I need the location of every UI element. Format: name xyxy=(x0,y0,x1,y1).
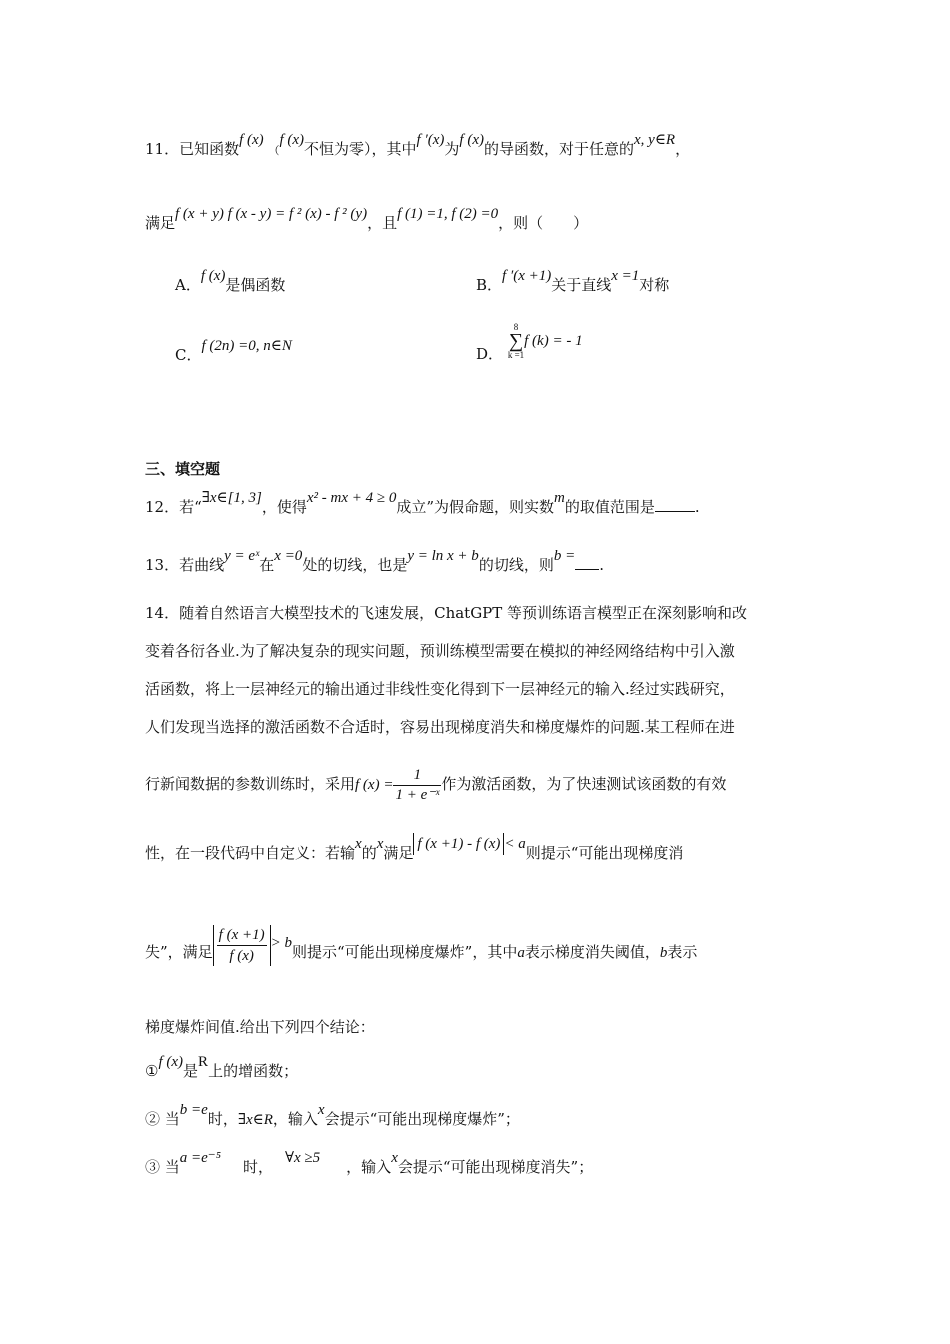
q12-text: . xyxy=(694,498,700,516)
q11-line-1 xyxy=(145,132,825,162)
math-x-eq-0: x =0 xyxy=(274,548,303,564)
math-m: m xyxy=(554,490,565,506)
math-sum-value: f (k) = - 1 xyxy=(524,333,583,349)
q14-text: 表示 xyxy=(667,943,698,961)
math-x: x xyxy=(355,836,362,852)
q13-text: 处的切线，也是 xyxy=(302,556,408,574)
math-greater-b: > b xyxy=(270,935,292,951)
math-R: R xyxy=(198,1054,209,1070)
q11-text: 满足 xyxy=(145,214,176,232)
math-a-eq: a =e⁻⁵ xyxy=(179,1150,221,1166)
q11-text: ， xyxy=(675,140,691,158)
q14-text: 性，在一段代码中自定义：若输 xyxy=(145,844,356,862)
q13-text: 的切线，则 xyxy=(478,556,554,574)
fraction-denominator: 1 + e⁻ˣ xyxy=(395,786,440,803)
q11-text: 不恒为零），其中 xyxy=(304,140,417,158)
q11-option-d xyxy=(476,322,583,363)
option-text: 是偶函数 xyxy=(225,276,286,294)
q14-conclusion-1 xyxy=(145,1054,825,1083)
q13-line xyxy=(145,548,825,577)
q14-para-3 xyxy=(145,678,825,700)
math-forall-x: ∀x ≥5 xyxy=(284,1150,321,1166)
q14-text: 会提示“可能出现梯度消失”； xyxy=(397,1158,594,1176)
q14-text: 的 xyxy=(361,844,377,862)
q12-line xyxy=(145,490,825,519)
circled-number: ② 当 xyxy=(145,1110,180,1128)
answer-blank xyxy=(575,555,599,570)
abs-ratio xyxy=(213,925,271,966)
q11-text: 为 xyxy=(444,140,460,158)
q14-text: 人们发现当选择的激活函数不合适时，容易出现梯度消失和梯度爆炸的问题.某工程师在进 xyxy=(145,718,735,736)
q11-option-a xyxy=(175,268,286,297)
q13-text: . xyxy=(599,556,604,574)
math-f-prime-shift: f ′(x +1) xyxy=(502,268,552,284)
math-b: b xyxy=(659,945,668,961)
q14-text: 表示梯度消失阈值， xyxy=(524,943,660,961)
math-xy-in-R: x, y∈R xyxy=(634,132,676,148)
section-heading xyxy=(145,458,825,480)
option-text: 对称 xyxy=(639,276,670,294)
q14-text: ，输入 xyxy=(346,1158,392,1176)
q13-text: 13．若曲线 xyxy=(145,556,225,574)
math-f-x: f (x) xyxy=(239,132,264,148)
q14-text: 时， xyxy=(207,1110,238,1128)
math-y-exp: y = eˣ xyxy=(224,548,260,564)
option-label: D． xyxy=(476,345,504,363)
fraction-denominator: f (x) xyxy=(229,947,254,964)
q11-text: 的导函数，对于任意的 xyxy=(484,140,635,158)
q12-text: 的取值范围是 xyxy=(564,498,655,516)
q14-line-6 xyxy=(145,836,825,865)
q14-text: 14．随着自然语言大模型技术的飞速发展，ChatGPT 等预训练语言模型正在深刻影响和改 xyxy=(145,604,748,622)
q12-text: ，使得 xyxy=(261,498,307,516)
q12-text: 成立”为假命题，则实数 xyxy=(396,498,555,516)
q11-text: ，且 xyxy=(367,214,398,232)
math-f-x-eq: f (x) = xyxy=(355,777,394,793)
q14-conclusion-3 xyxy=(145,1150,825,1179)
q11-text: 11．已知函数 xyxy=(145,140,240,158)
q14-para-2 xyxy=(145,640,825,662)
sigma-icon: ∑ xyxy=(508,330,524,352)
fraction-numerator: f (x +1) xyxy=(217,925,267,946)
ratio-fraction xyxy=(217,925,267,966)
option-label: A． xyxy=(175,276,201,294)
q14-text: 会提示“可能出现梯度爆炸”； xyxy=(324,1110,520,1128)
math-f-x: f (x) xyxy=(158,1054,184,1070)
q14-text: 上的增函数； xyxy=(208,1062,299,1080)
option-text: 关于直线 xyxy=(551,276,612,294)
sigmoid-fraction xyxy=(393,766,441,805)
q14-text: 时， xyxy=(242,1158,273,1176)
math-conditions: f (1) =1, f (2) =0 xyxy=(397,206,499,222)
math-f-2n: f (2n) =0, n∈N xyxy=(201,338,292,354)
math-f-x: f (x) xyxy=(459,132,484,148)
option-label: C． xyxy=(175,346,202,364)
abs-difference: f (x +1) - f (x) xyxy=(413,833,504,855)
math-a: a xyxy=(517,945,525,961)
q13-text: 在 xyxy=(259,556,275,574)
q14-text: 则提示“可能出现梯度爆炸”，其中 xyxy=(291,943,518,961)
math-exists-interval: ∃x∈[1, 3] xyxy=(201,490,262,506)
q14-text: 是 xyxy=(183,1062,199,1080)
q14-text: 梯度爆炸间值.给出下列四个结论： xyxy=(145,1018,375,1036)
q14-text: 活函数，将上一层神经元的输出通过非线性变化得到下一层神经元的输入.经过实践研究， xyxy=(145,680,735,698)
answer-blank xyxy=(655,497,695,512)
q14-text: 失”，满足 xyxy=(145,943,213,961)
math-b-eq-e: b =e xyxy=(179,1102,208,1118)
q14-para-8 xyxy=(145,1016,825,1038)
math-x-eq-1: x =1 xyxy=(611,268,640,284)
q12-text: 12．若“ xyxy=(145,498,202,516)
sum-lower: k =1 xyxy=(507,350,525,360)
math-functional-equation: f (x + y) f (x - y) = f ² (x) - f ² (y) xyxy=(175,206,368,222)
q14-conclusion-2 xyxy=(145,1102,825,1131)
q14-text: 作为激活函数，为了快速测试该函数的有效 xyxy=(441,775,727,793)
q14-text: 则提示“可能出现梯度消 xyxy=(525,844,684,862)
math-b-eq: b = xyxy=(553,548,576,564)
q14-line-5 xyxy=(145,762,825,807)
math-f-x: f (x) xyxy=(200,268,226,284)
q11-option-c xyxy=(175,338,292,367)
q14-line-7 xyxy=(145,924,825,981)
section-title: 三、填空题 xyxy=(145,460,221,478)
sum-upper: 8 xyxy=(513,322,519,332)
paren-open: （ xyxy=(268,144,280,157)
q14-text: 满足 xyxy=(383,844,414,862)
math-inequality: x² - mx + 4 ≥ 0 xyxy=(306,490,397,506)
math-x: x xyxy=(376,836,384,852)
math-less-a: < a xyxy=(504,836,526,852)
math-exists-x: ∃x∈R xyxy=(237,1112,273,1128)
math-x: x xyxy=(391,1150,398,1166)
q11-text: ，则（ ） xyxy=(498,214,589,232)
q14-para-1 xyxy=(145,602,825,624)
math-f-prime: f ′(x) xyxy=(416,132,445,148)
q14-text: ，输入 xyxy=(272,1110,318,1128)
q14-text: 变着各衍各业.为了解决复杂的现实问题，预训练模型需要在模拟的神经网络结构中引入激 xyxy=(145,642,735,660)
summation xyxy=(508,322,524,360)
fraction-numerator: 1 xyxy=(393,766,441,786)
math-x: x xyxy=(317,1102,325,1118)
q11-option-b xyxy=(476,268,670,297)
math-y-ln: y = ln x + b xyxy=(407,548,479,564)
q14-para-4 xyxy=(145,716,825,738)
math-f-x: f (x) xyxy=(279,132,305,148)
q14-text: 行新闻数据的参数训练时，采用 xyxy=(145,775,356,793)
circled-number: ① xyxy=(145,1062,159,1080)
q11-line-2 xyxy=(145,206,825,235)
option-label: B． xyxy=(476,276,503,294)
circled-number: ③ 当 xyxy=(145,1158,180,1176)
